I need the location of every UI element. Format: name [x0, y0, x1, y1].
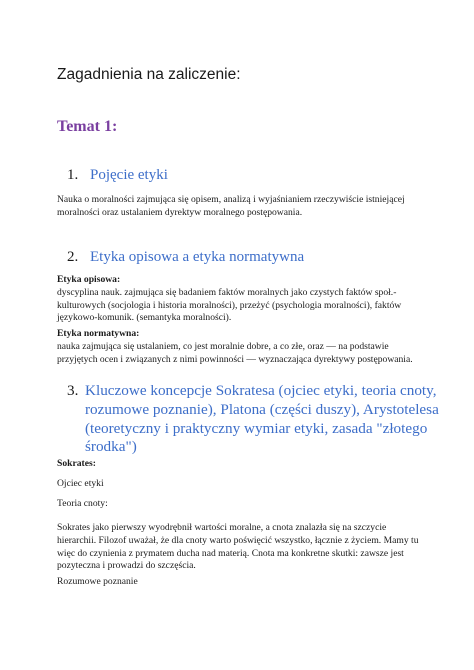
- section-1-heading: [67, 166, 168, 184]
- topic-heading: Temat 1:: [57, 118, 118, 135]
- etyka-normatywna-block: [57, 328, 437, 366]
- document-title: Zagadnienia na zaliczenie:: [57, 66, 241, 83]
- etyka-opisowa-label: Etyka opisowa:: [57, 274, 121, 285]
- section-1-title: Pojęcie etyki: [90, 167, 168, 183]
- heading-line: (teoretyczny i praktyczny wymiar etyki, zasada "złotego: [85, 419, 428, 437]
- etyka-normatywna-label: Etyka normatywna:: [57, 328, 140, 339]
- paragraph-line: przyjętych ocen i związanych z nimi powinności — wyznaczająca dyrektywy postępowania.: [57, 353, 413, 365]
- paragraph-line: moralności oraz ustalaniem dyrektyw moralnego postępowania.: [57, 206, 303, 218]
- section-3-number: 3.: [67, 382, 79, 399]
- paragraph-line: nauka zajmująca się ustalaniem, co jest moralnie dobre, a co złe, oraz — na podstawie: [57, 340, 389, 352]
- teoria-cnoty-label: Teoria cnoty:: [57, 498, 108, 509]
- heading-line: środka"): [85, 438, 137, 456]
- section-1-paragraph: [57, 194, 437, 220]
- paragraph-line: Nauka o moralności zajmująca się opisem, analizą i wyjaśnianiem rzeczywiście istniejącej: [57, 194, 405, 205]
- paragraph-line: językowo-komunik. (semantyka moralności).: [57, 312, 232, 324]
- paragraph-line: pozyteczna i prowadzi do szczęścia.: [57, 560, 196, 572]
- teoria-cnoty-paragraph: [57, 522, 437, 573]
- paragraph-line: kulturowych (socjologia i historia moralności), przeżyć (psychologia moralności), faktów: [57, 299, 402, 311]
- ojciec-etyki-text: Ojciec etyki: [57, 478, 104, 489]
- section-3-title: [85, 382, 439, 457]
- section-1-number: 1.: [67, 167, 79, 183]
- etyka-opisowa-block: [57, 274, 437, 325]
- heading-line: Kluczowe koncepcje Sokratesa (ojciec etyki, teoria cnoty,: [85, 382, 437, 399]
- sokrates-label: Sokrates:: [57, 458, 96, 469]
- heading-line: rozumowe poznanie), Platona (części duszy), Arystotelesa: [85, 400, 439, 418]
- paragraph-line: dyscyplina nauk. zajmująca się badaniem faktów moralnych jako czystych faktów społ.-: [57, 286, 397, 298]
- paragraph-line: więc do czynienia z prymatem ducha nad materią. Cnota ma konkretne skutki: zawsze jest: [57, 547, 404, 559]
- paragraph-line: hierarchii. Filozof uważał, że dla cnoty warto poświęcić wszystko, łącznie z życiem. Mamy tu: [57, 534, 419, 546]
- paragraph-line: Sokrates jako pierwszy wyodrębnił wartości moralne, a cnota znalazła się na szczycie: [57, 522, 387, 533]
- section-2-heading: [67, 248, 304, 266]
- rozumowe-poznanie-text: Rozumowe poznanie: [57, 576, 138, 587]
- section-2-number: 2.: [67, 249, 79, 265]
- section-2-title: Etyka opisowa a etyka normatywna: [90, 249, 305, 265]
